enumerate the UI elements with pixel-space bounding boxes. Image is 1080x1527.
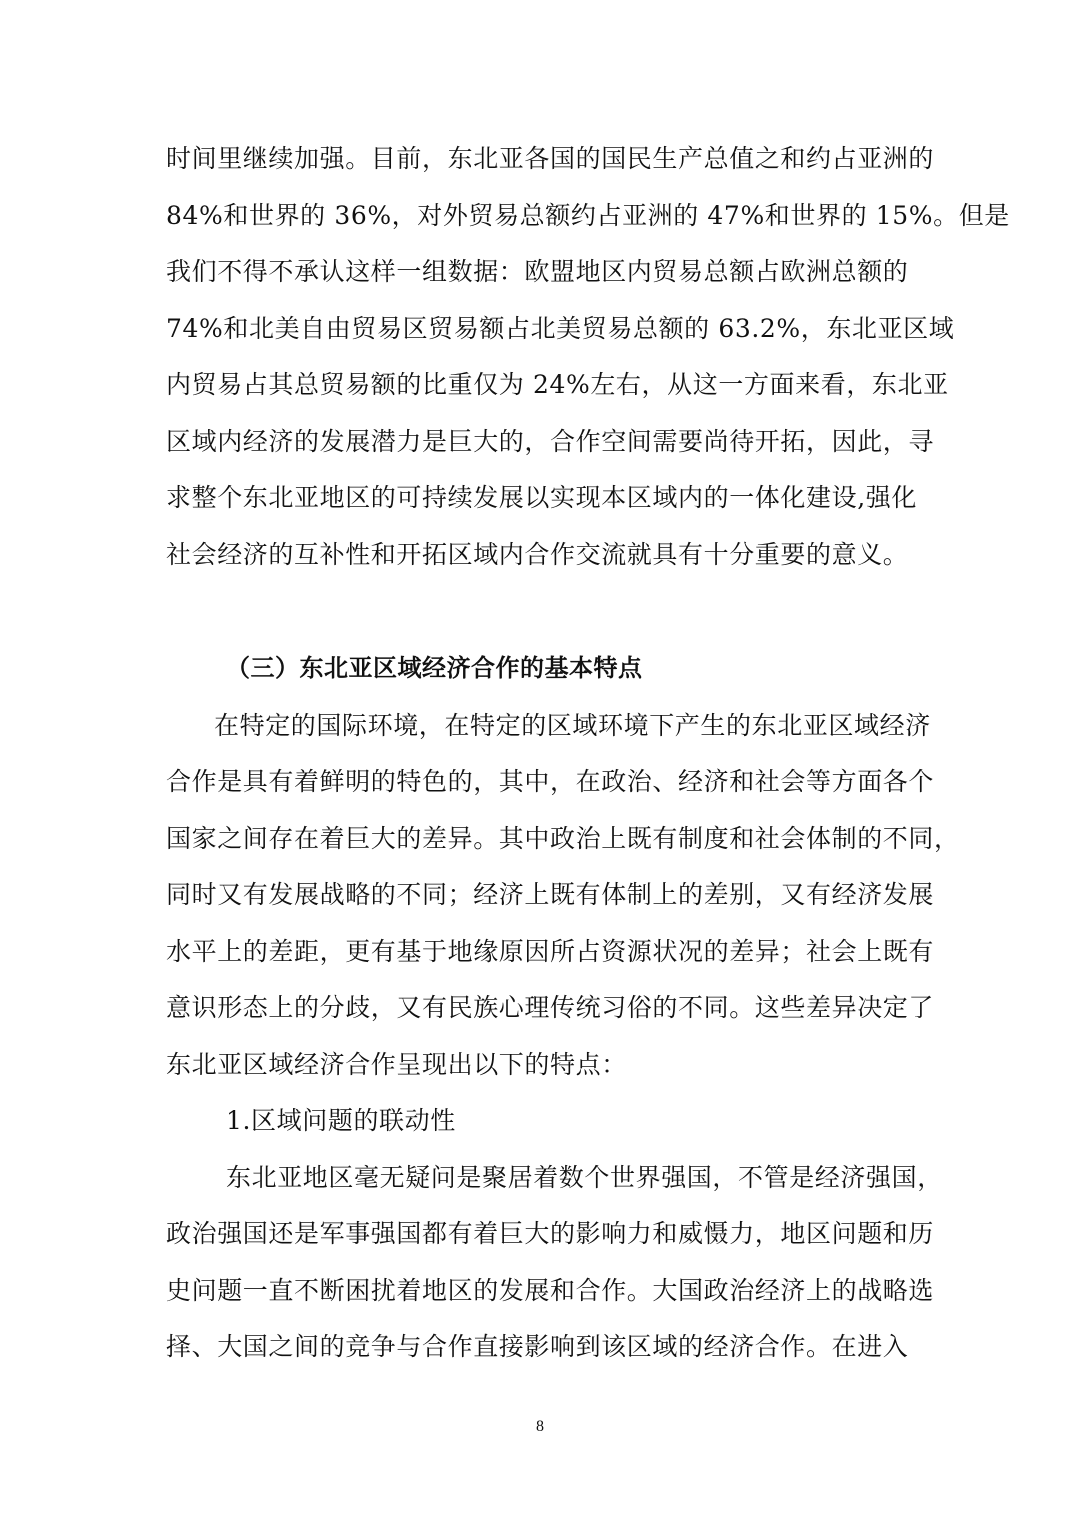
paragraph-line: 水平上的差距，更有基于地缘原因所占资源状况的差异；社会上既有: [166, 937, 935, 966]
subsection-heading: 1.区域问题的联动性: [226, 1106, 456, 1135]
page-number: 8: [536, 1418, 544, 1435]
paragraph-line: 74%和北美自由贸易区贸易额占北美贸易总额的 63.2%，东北亚区域: [166, 314, 955, 343]
paragraph-line: 择、大国之间的竞争与合作直接影响到该区域的经济合作。在进入: [166, 1332, 909, 1361]
paragraph-line: 社会经济的互补性和开拓区域内合作交流就具有十分重要的意义。: [166, 540, 909, 569]
paragraph-line: 意识形态上的分歧，又有民族心理传统习俗的不同。这些差异决定了: [166, 993, 935, 1022]
paragraph-line: 东北亚区域经济合作呈现出以下的特点：: [166, 1050, 627, 1079]
paragraph-line: 在特定的国际环境，在特定的区域环境下产生的东北亚区域经济: [214, 711, 931, 740]
paragraph-line: 东北亚地区毫无疑问是聚居着数个世界强国，不管是经济强国，: [226, 1163, 943, 1192]
paragraph-line: 内贸易占其总贸易额的比重仅为 24%左右，从这一方面来看，东北亚: [166, 370, 949, 399]
paragraph-line: 区域内经济的发展潜力是巨大的，合作空间需要尚待开拓，因此，寻: [166, 427, 935, 456]
paragraph-line: 同时又有发展战略的不同；经济上既有体制上的差别，又有经济发展: [166, 880, 935, 909]
paragraph-line: 时间里继续加强。目前，东北亚各国的国民生产总值之和约占亚洲的: [166, 144, 935, 173]
paragraph-line: 84%和世界的 36%，对外贸易总额约占亚洲的 47%和世界的 15%。但是: [166, 201, 1010, 230]
paragraph-line: 国家之间存在着巨大的差异。其中政治上既有制度和社会体制的不同，: [166, 824, 960, 853]
paragraph-line: 政治强国还是军事强国都有着巨大的影响力和威慑力，地区问题和历: [166, 1219, 935, 1248]
paragraph-line: 合作是具有着鲜明的特色的，其中，在政治、经济和社会等方面各个: [166, 767, 935, 796]
paragraph-line: 史问题一直不断困扰着地区的发展和合作。大国政治经济上的战略选: [166, 1276, 935, 1305]
paragraph-line: 我们不得不承认这样一组数据：欧盟地区内贸易总额占欧洲总额的: [166, 257, 909, 286]
section-heading: （三）东北亚区域经济合作的基本特点: [226, 654, 643, 682]
paragraph-line: 求整个东北亚地区的可持续发展以实现本区域内的一体化建设,强化: [166, 483, 917, 512]
